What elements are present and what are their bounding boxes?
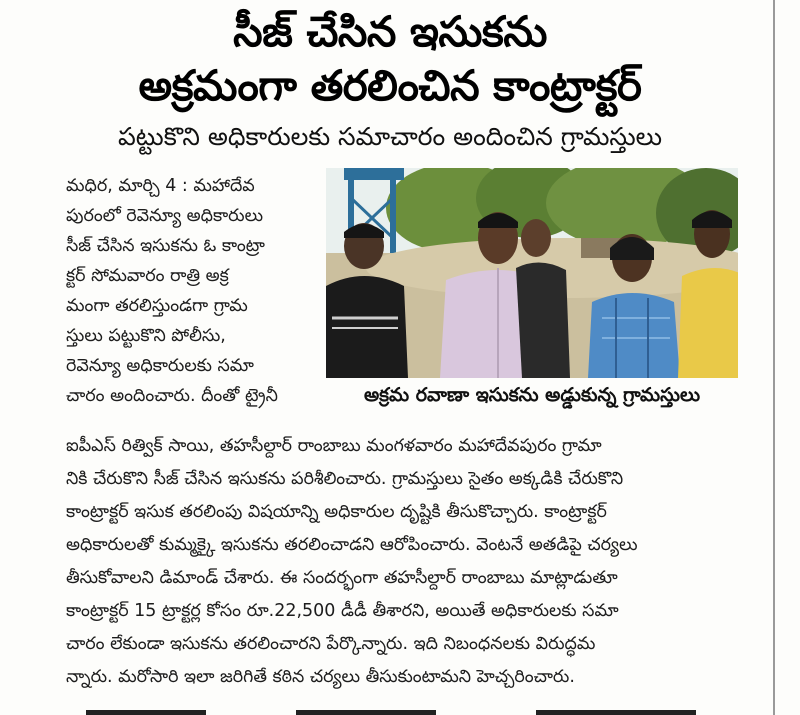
next-article-cutoff [66, 703, 756, 715]
subheadline: పట్టుకొని అధికారులకు సమాచారం అందించిన గ్రామస్తులు [117, 122, 663, 151]
body-line-9: ఐపీఎస్ రిత్విక్ సాయి, తహసీల్దార్ రాంబాబు మంగళవారం మహాదేవపురం గ్రామా [66, 436, 602, 456]
column-divider [773, 0, 775, 715]
headline-line-1: సీజ్ చేసిన ఇసుకను [233, 7, 547, 56]
photo-caption: అక్రమ రవాణా ఇసుకను అడ్డుకున్న గ్రామస్తులు [363, 384, 701, 406]
body-line-1: మధిర, మార్చి 4 : మహాదేవ [66, 176, 255, 196]
body-line-12: అధికారులతో కుమ్మక్కై ఇసుకను తరలించాడని ఆరోపించారు. వెంటనే అతడిపై చర్యలు [66, 535, 638, 555]
villagers-photo-illustration [326, 168, 738, 378]
headline-line-2: అక్రమంగా తరలించిన కాంట్రాక్టర్ [138, 61, 642, 110]
body-line-4: క్టర్ సోమవారం రాత్రి అక్ర [66, 266, 229, 286]
body-line-6: స్తులు పట్టుకొని పోలీసు, [66, 326, 226, 346]
body-line-13: తీసుకోవాలని డిమాండ్ చేశారు. ఈ సందర్భంగా తహసీల్దార్ రాంబాబు మాట్లాడుతూ [66, 568, 618, 588]
body-line-3: సీజ్ చేసిన ఇసుకను ఓ కాంట్రా [66, 236, 265, 256]
body-line-7: రెవెన్యూ అధికారులకు సమా [66, 356, 254, 376]
body-line-11: కాంట్రాక్టర్ ఇసుక తరలింపు విషయాన్ని అధికారుల దృష్టికి తీసుకొచ్చారు. కాంట్రాక్టర్ [66, 502, 607, 522]
body-line-10: నికి చేరుకొని సీజ్ చేసిన ఇసుకను పరిశీలించారు. గ్రామస్తులు సైతం అక్కడికి చేరుకొని [66, 469, 624, 489]
body-line-16: న్నారు. మరోసారి ఇలా జరిగితే కఠిన చర్యలు తీసుకుంటామని హెచ్చరించారు. [66, 667, 575, 687]
body-line-15: చారం లేకుండా ఇసుకను తరలించారని పేర్కొన్నారు. ఇది నిబంధనలకు విరుద్ధమ [66, 634, 596, 654]
body-line-5: మంగా తరలిస్తుండగా గ్రామ [66, 296, 248, 316]
body-line-14: కాంట్రాక్టర్ 15 ట్రాక్టర్ల కోసం రూ.22,500 డీడీ తీశారని, అయితే అధికారులకు సమా [66, 601, 619, 621]
body-line-8: చారం అందించారు. దీంతో ట్రైనీ [66, 386, 278, 406]
body-line-2: పురంలో రెవెన్యూ అధికారులు [66, 206, 264, 226]
news-photo [326, 168, 738, 378]
